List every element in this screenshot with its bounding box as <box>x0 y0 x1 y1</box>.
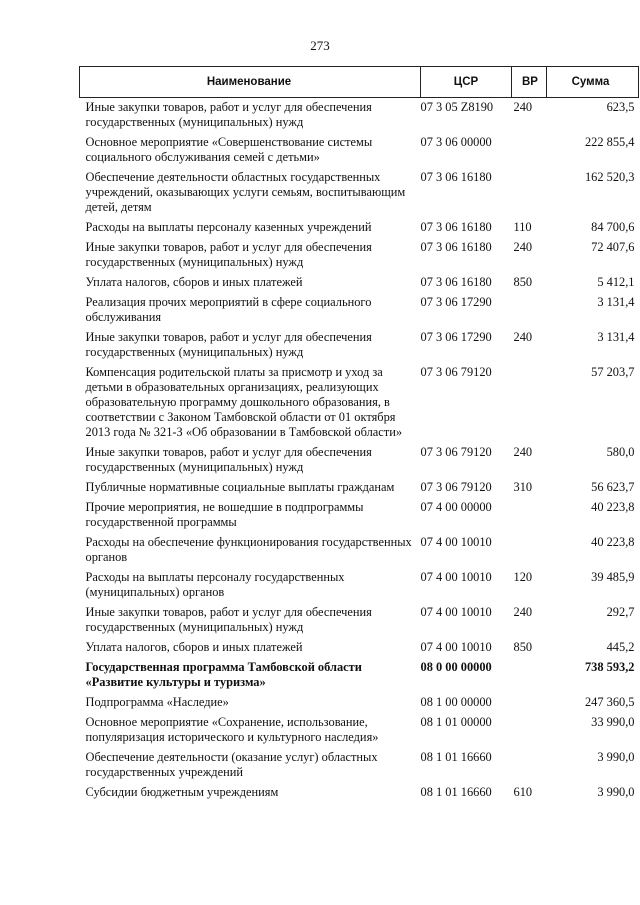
row-vr-cell: 850 <box>513 275 533 289</box>
row-sum-cell: 3 131,4 <box>597 330 635 344</box>
row-name-cell: Уплата налогов, сборов и иных платежей <box>85 275 303 289</box>
row-name-cell: Компенсация родительской платы за присмотр и уход за детьми в образовательных организациях, реализующих образовательную программу дошкольного образования, в соответствии с Законом Тамбовской области от 01 октября 2013 года № 321-З «Об образовании в Тамбовской области» <box>85 365 403 439</box>
row-vr-cell: 610 <box>513 785 533 799</box>
row-name-cell: Иные закупки товаров, работ и услуг для обеспечения государственных (муниципальных) нужд <box>85 100 372 129</box>
row-csr-cell: 07 3 06 79120 <box>420 445 492 459</box>
row-vr-cell <box>512 748 547 783</box>
table-row <box>80 748 639 783</box>
row-vr-cell: 240 <box>513 445 533 459</box>
table-body <box>80 98 639 804</box>
row-name-cell: Расходы на обеспечение функционирования государственных органов <box>85 535 412 564</box>
table-row <box>80 498 639 533</box>
row-sum-cell: 39 485,9 <box>591 570 635 584</box>
table-row <box>80 133 639 168</box>
table-row <box>80 363 639 443</box>
header-csr: ЦСР <box>421 67 512 98</box>
row-sum-cell: 56 623,7 <box>591 480 635 494</box>
row-vr-cell: 240 <box>513 240 533 254</box>
row-name-cell: Основное мероприятие «Совершенствование системы социального обслуживания семей с детьми» <box>85 135 373 164</box>
row-name-cell: Уплата налогов, сборов и иных платежей <box>85 640 303 654</box>
row-name-cell: Обеспечение деятельности областных государственных учреждений, оказывающих услуги семьям, воспитывающим детей, детям <box>85 170 406 214</box>
table-row <box>80 603 639 638</box>
row-csr-cell: 07 3 06 16180 <box>420 170 492 184</box>
row-sum-cell: 40 223,8 <box>591 535 635 549</box>
header-row <box>80 67 639 98</box>
row-csr-cell: 08 1 00 00000 <box>420 695 492 709</box>
row-sum-cell: 57 203,7 <box>591 365 635 379</box>
header-vr: ВР <box>512 67 547 98</box>
table-row <box>80 218 639 238</box>
row-vr-cell: 110 <box>513 220 532 234</box>
row-sum-cell: 292,7 <box>606 605 635 619</box>
row-name-cell: Государственная программа Тамбовской области «Развитие культуры и туризма» <box>85 660 362 689</box>
row-csr-cell: 08 1 01 16660 <box>420 785 492 799</box>
row-vr-cell: 240 <box>513 330 533 344</box>
table-row <box>80 443 639 478</box>
row-csr-cell: 07 4 00 00000 <box>420 500 492 514</box>
row-vr-cell: 310 <box>513 480 533 494</box>
page-number: 273 <box>310 38 330 53</box>
table-row <box>80 328 639 363</box>
row-csr-cell: 07 3 05 Z8190 <box>420 100 494 114</box>
table-row <box>80 713 639 748</box>
table-row <box>80 568 639 603</box>
row-name-cell: Основное мероприятие «Сохранение, использование, популяризация исторического и культурного наследия» <box>85 715 379 744</box>
row-name-cell: Иные закупки товаров, работ и услуг для обеспечения государственных (муниципальных) нужд <box>85 240 372 269</box>
table-row <box>80 638 639 658</box>
row-sum-cell: 40 223,8 <box>591 500 635 514</box>
table-row <box>80 783 639 803</box>
row-sum-cell: 3 990,0 <box>597 750 635 764</box>
row-sum-cell: 5 412,1 <box>597 275 635 289</box>
row-sum-cell: 84 700,6 <box>591 220 635 234</box>
row-sum-cell: 222 855,4 <box>584 135 635 149</box>
row-vr-cell: 850 <box>513 640 533 654</box>
table-row <box>80 658 639 693</box>
row-vr-cell <box>512 533 547 568</box>
row-sum-cell: 445,2 <box>606 640 635 654</box>
row-vr-cell <box>512 133 547 168</box>
row-csr-cell: 07 3 06 16180 <box>420 220 492 234</box>
row-vr-cell <box>512 293 547 328</box>
row-vr-cell <box>512 363 547 443</box>
row-sum-cell: 738 593,2 <box>584 660 635 674</box>
header-sum: Сумма <box>547 67 639 98</box>
row-csr-cell: 07 4 00 10010 <box>420 570 492 584</box>
row-name-cell: Субсидии бюджетным учреждениям <box>85 785 279 799</box>
row-csr-cell: 08 1 01 00000 <box>420 715 492 729</box>
row-csr-cell: 08 1 01 16660 <box>420 750 492 764</box>
row-csr-cell: 07 3 06 17290 <box>420 295 492 309</box>
row-name-cell: Иные закупки товаров, работ и услуг для обеспечения государственных (муниципальных) нужд <box>85 330 372 359</box>
row-csr-cell: 07 3 06 17290 <box>420 330 492 344</box>
row-csr-cell: 08 0 00 00000 <box>420 660 492 674</box>
row-name-cell: Подпрограмма «Наследие» <box>85 695 229 709</box>
row-sum-cell: 580,0 <box>606 445 635 459</box>
row-csr-cell: 07 3 06 16180 <box>420 240 492 254</box>
row-csr-cell: 07 3 06 00000 <box>420 135 492 149</box>
header-name: Наименование <box>80 67 421 98</box>
row-name-cell: Иные закупки товаров, работ и услуг для обеспечения государственных (муниципальных) нужд <box>85 605 372 634</box>
table-row <box>80 168 639 218</box>
row-csr-cell: 07 3 06 79120 <box>420 365 492 379</box>
row-vr-cell <box>512 498 547 533</box>
row-name-cell: Публичные нормативные социальные выплаты гражданам <box>85 480 395 494</box>
row-csr-cell: 07 4 00 10010 <box>420 605 492 619</box>
row-sum-cell: 3 990,0 <box>597 785 635 799</box>
row-vr-cell: 240 <box>513 605 533 619</box>
row-sum-cell: 623,5 <box>606 100 635 114</box>
row-vr-cell: 120 <box>513 570 533 584</box>
row-sum-cell: 33 990,0 <box>591 715 635 729</box>
row-name-cell: Обеспечение деятельности (оказание услуг) областных государственных учреждений <box>85 750 378 779</box>
table-header <box>80 67 639 98</box>
budget-table <box>79 66 639 803</box>
row-vr-cell <box>512 168 547 218</box>
row-vr-cell <box>512 693 547 713</box>
table-row <box>80 478 639 498</box>
row-name-cell: Реализация прочих мероприятий в сфере социального обслуживания <box>85 295 372 324</box>
row-sum-cell: 247 360,5 <box>584 695 635 709</box>
row-sum-cell: 72 407,6 <box>591 240 635 254</box>
row-name-cell: Расходы на выплаты персоналу государственных (муниципальных) органов <box>85 570 345 599</box>
row-name-cell: Прочие мероприятия, не вошедшие в подпрограммы государственной программы <box>85 500 364 529</box>
table-row <box>80 693 639 713</box>
row-vr-cell <box>512 713 547 748</box>
row-csr-cell: 07 3 06 79120 <box>420 480 492 494</box>
row-vr-cell: 240 <box>513 100 533 114</box>
row-sum-cell: 162 520,3 <box>584 170 635 184</box>
table-row <box>80 273 639 293</box>
table-row <box>80 533 639 568</box>
table-row <box>80 293 639 328</box>
row-csr-cell: 07 4 00 10010 <box>420 535 492 549</box>
table-row <box>80 98 639 134</box>
row-sum-cell: 3 131,4 <box>597 295 635 309</box>
row-vr-cell <box>512 658 547 693</box>
row-name-cell: Иные закупки товаров, работ и услуг для обеспечения государственных (муниципальных) нужд <box>85 445 372 474</box>
row-csr-cell: 07 3 06 16180 <box>420 275 492 289</box>
row-name-cell: Расходы на выплаты персоналу казенных учреждений <box>85 220 372 234</box>
table-row <box>80 238 639 273</box>
row-csr-cell: 07 4 00 10010 <box>420 640 492 654</box>
